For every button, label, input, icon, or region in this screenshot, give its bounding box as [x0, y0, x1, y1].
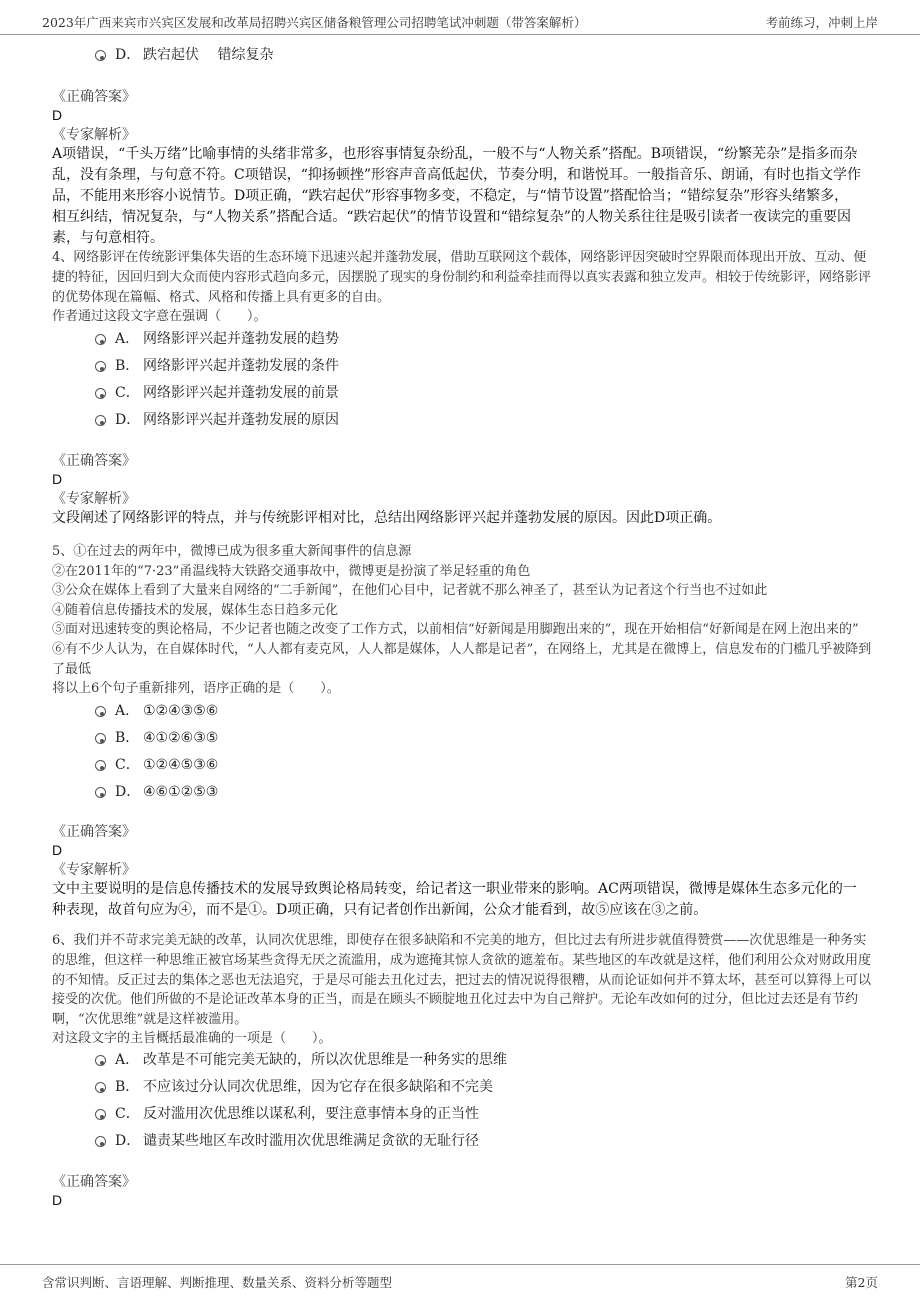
q5-line-3: ③公众在媒体上看到了大量来自网络的“二手新闻”，在他们心目中，记者就不那么神圣了，甚至认为记者这个行当也不过如此 — [52, 583, 768, 598]
option-text: ①②④⑤③⑥ — [143, 757, 219, 773]
q4-stem: 4、网络影评在传统影评集体失语的生态环境下迅速兴起并蓬勃发展，借助互联网这个载体，网络影评因突破时空界限而体现出开放、互动、便捷的特征，因回归到大众而使内容形式趋向多元，因摆脱了现实的身份制约和利益牵挂而得以真实表露和独立发声。相较于传统影评，网络影评的优势体现在篇幅、格式、风格和传播上具有更多的自由。 — [52, 250, 872, 305]
expert-analysis-label: 《专家解析》 — [52, 127, 136, 143]
expert-analysis-label: 《专家解析》 — [52, 491, 136, 507]
q5-line-1: 5、①在过去的两年中，微博已成为很多重大新闻事件的信息源 — [52, 544, 412, 559]
option-letter: A． — [115, 1052, 140, 1068]
correct-answer-label: 《正确答案》 — [52, 89, 136, 105]
option-letter: B． — [115, 730, 140, 746]
radio-icon[interactable] — [95, 415, 106, 426]
option-text: 改革是不可能完美无缺的，所以次优思维是一种务实的思维 — [143, 1052, 507, 1068]
option-letter: A． — [115, 331, 140, 347]
option-letter: D． — [115, 47, 141, 63]
correct-answer-label: 《正确答案》 — [52, 1174, 136, 1190]
radio-icon[interactable] — [95, 334, 106, 345]
q5-prompt: 将以上6个句子重新排列，语序正确的是（ ）。 — [52, 681, 340, 696]
page-header — [0, 0, 920, 35]
page-footer — [0, 1264, 920, 1303]
option-letter: C． — [115, 757, 140, 773]
option-letter: C． — [115, 1106, 140, 1122]
radio-icon[interactable] — [95, 706, 106, 717]
option-letter: D． — [115, 784, 141, 800]
radio-icon[interactable] — [95, 1055, 106, 1066]
q6-stem: 6、我们并不苛求完美无缺的改革，认同次优思维，即使存在很多缺陷和不完美的地方，但比过去有所进步就值得赞赏——次优思维是一种务实的思维，但这样一种思维正被官场某些贪得无厌之流滥用，成为遮掩其惊人贪欲的遮羞布。某些地区的车改就是这样，他们利用公众对财政用度的不知情。反正过去的集体之恶也无法追究，于是尽可能去丑化过去，把过去的情况说得很糟，从而论证如何并不算太坏，甚至可以算得上可以接受的次优。他们所做的不是论证改革本身的正当，而是在顾头不顾腚地丑化过去中为自己辩护。无论车改如何的过分，但比过去还是有节约啊，“次优思维”就是这样被滥用。 — [52, 933, 872, 1028]
option-letter: C． — [115, 385, 140, 401]
option-text: 网络影评兴起并蓬勃发展的条件 — [143, 358, 339, 374]
correct-answer-label: 《正确答案》 — [52, 453, 136, 469]
option-text: 不应该过分认同次优思维，因为它存在很多缺陷和不完美 — [143, 1079, 493, 1095]
q6-answer: D — [52, 1192, 63, 1208]
q4-analysis: 文段阐述了网络影评的特点，并与传统影评相对比，总结出网络影评兴起并蓬勃发展的原因。因此D项正确。 — [52, 510, 722, 526]
q5-line-4: ④随着信息传播技术的发展，媒体生态日趋多元化 — [52, 603, 339, 618]
option-letter: D． — [115, 412, 141, 428]
q3-analysis: A项错误，“千头万绪”比喻事情的头绪非常多，也形容事情复杂纷乱，一般不与“人物关系”搭配。B项错误，“纷繁芜杂”是指多而杂乱，没有条理，与句意不符。C项错误，“抑扬顿挫”形容声音高低起伏，节奏分明，和谐悦耳。一般指音乐、朗诵，有时也指文学作品，不能用来形容小说情节。D项正确，“跌宕起伏”形容事物多变，不稳定，与“情节设置”搭配恰当；“错综复杂”形容头绪繁多，相互纠结，情况复杂，与“人物关系”搭配合适。“跌宕起伏”的情节设置和“错综复杂”的人物关系往往是吸引读者一夜读完的重要因素，与句意相符。 — [52, 146, 862, 246]
q4-prompt: 作者通过这段文字意在强调（ ）。 — [52, 309, 267, 324]
page-number: 第2页 — [845, 1275, 878, 1290]
correct-answer-label: 《正确答案》 — [52, 824, 136, 840]
radio-icon[interactable] — [95, 388, 106, 399]
option-text: ④⑥①②⑤③ — [143, 784, 219, 800]
option-text: 谴责某些地区车改时滥用次优思维满足贪欲的无耻行径 — [143, 1133, 479, 1149]
option-text: ①②④③⑤⑥ — [143, 703, 219, 719]
radio-icon[interactable] — [95, 1109, 106, 1120]
option-text: 反对滥用次优思维以谋私利，要注意事情本身的正当性 — [143, 1106, 479, 1122]
radio-icon[interactable] — [95, 50, 106, 61]
q6-prompt: 对这段文字的主旨概括最准确的一项是（ ）。 — [52, 1031, 332, 1046]
option-text: 跌宕起伏 错综复杂 — [143, 47, 274, 63]
option-text: ④①②⑥③⑤ — [143, 730, 219, 746]
radio-icon[interactable] — [95, 787, 106, 798]
document-title: 2023年广西来宾市兴宾区发展和改革局招聘兴宾区储备粮管理公司招聘笔试冲刺题（带答案解析） — [42, 15, 587, 30]
q5-line-5: ⑤面对迅速转变的舆论格局，不少记者也随之改变了工作方式，以前相信“好新闻是用脚跑出来的”，现在开始相信“好新闻是在网上泡出来的” — [52, 622, 859, 637]
option-text: 网络影评兴起并蓬勃发展的前景 — [143, 385, 339, 401]
radio-icon[interactable] — [95, 733, 106, 744]
q3-answer: D — [52, 107, 63, 123]
q5-line-6: ⑥有不少人认为，在自媒体时代，“人人都有麦克风，人人都是媒体，人人都是记者”，在网络上，尤其是在微博上，信息发布的门槛几乎被降到了最低 — [52, 642, 872, 677]
option-text: 网络影评兴起并蓬勃发展的趋势 — [143, 331, 339, 347]
q5-line-2: ②在2011年的“7·23”甬温线特大铁路交通事故中，微博更是扮演了举足轻重的角色 — [52, 564, 531, 579]
q5-answer: D — [52, 842, 63, 858]
option-letter: D． — [115, 1133, 141, 1149]
option-letter: A． — [115, 703, 140, 719]
radio-icon[interactable] — [95, 760, 106, 771]
option-text: 网络影评兴起并蓬勃发展的原因 — [143, 412, 339, 428]
radio-icon[interactable] — [95, 1082, 106, 1093]
option-letter: B． — [115, 1079, 140, 1095]
footer-topics: 含常识判断、言语理解、判断推理、数量关系、资料分析等题型 — [42, 1275, 393, 1290]
option-letter: B． — [115, 358, 140, 374]
q4-answer: D — [52, 471, 63, 487]
q5-analysis: 文中主要说明的是信息传播技术的发展导致舆论格局转变，给记者这一职业带来的影响。AC两项错误，微博是媒体生态多元化的一种表现，故首句应为④，而不是①。D项正确，只有记者创作出新闻，公众才能看到，故⑤应该在③之前。 — [52, 881, 857, 918]
expert-analysis-label: 《专家解析》 — [52, 862, 136, 878]
radio-icon[interactable] — [95, 1136, 106, 1147]
radio-icon[interactable] — [95, 361, 106, 372]
header-slogan: 考前练习，冲刺上岸 — [765, 15, 878, 30]
